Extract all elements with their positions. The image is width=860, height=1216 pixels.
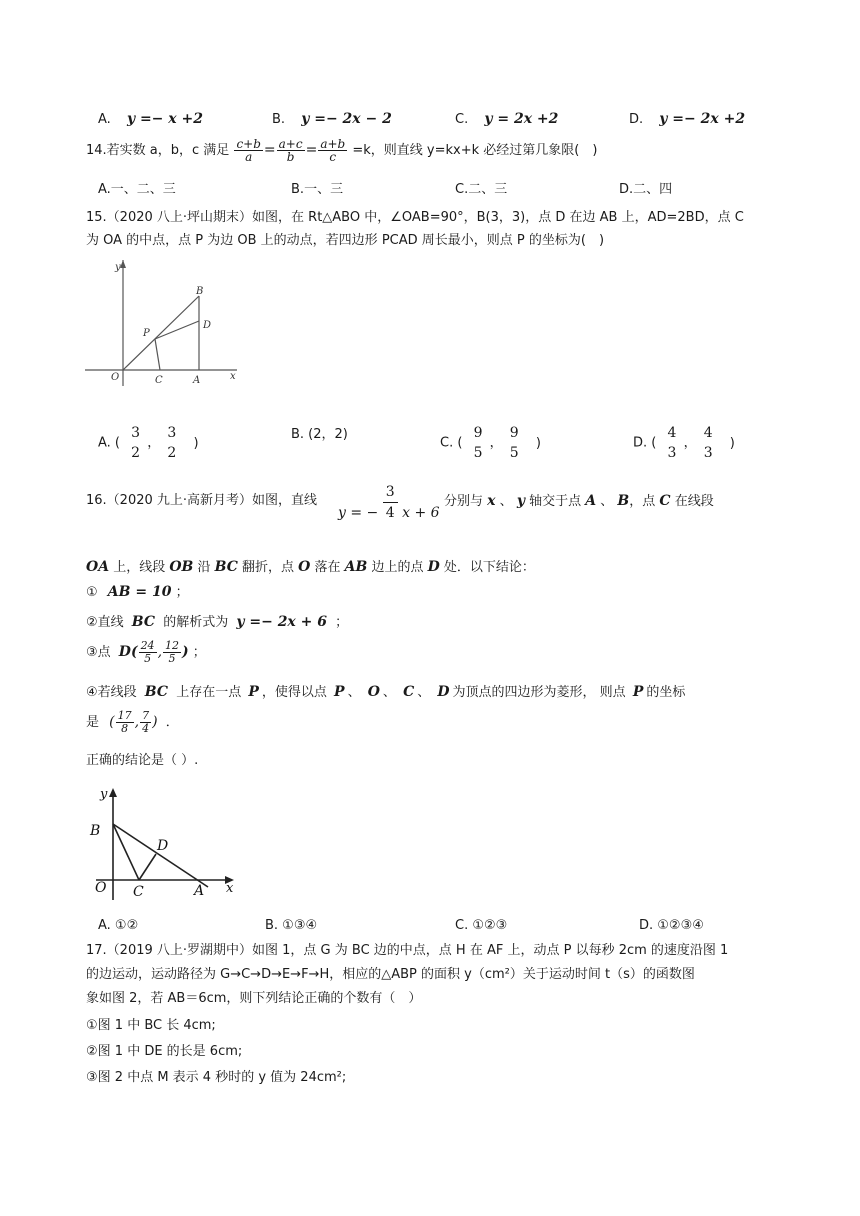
- q14-option-b[interactable]: B.一、三: [291, 182, 344, 197]
- q15-stem-line1: 15.（2020 八上·坪山期末）如图，在 Rt△ABO 中，∠OAB=90°，B(3，3)，点 D 在边 AB 上，AD=2BD，点 C: [86, 210, 744, 225]
- q16-stem-line2: OA 上，线段 OB 沿 BC 翻折，点 O 落在 AB 边上的点 D 处．以下结论：: [86, 559, 535, 575]
- q16-label-a: A: [194, 883, 205, 899]
- q15-label-y: y: [115, 262, 121, 273]
- q15-label-a: A: [193, 375, 201, 386]
- q16-segment-cd: [139, 854, 156, 880]
- q14-option-a[interactable]: A.一、二、三: [98, 182, 176, 197]
- q15-segment-ob: [123, 296, 199, 370]
- q16-conclusion-4-coordinate: 是 ( $\frac{17}{8}$ , $\frac{7}{4}$ ) ．: [86, 709, 179, 735]
- q16-label-d: D: [157, 838, 169, 854]
- q17-stem-line3: 象如图 2，若 AB＝6cm，则下列结论正确的个数有（ ）: [86, 991, 422, 1006]
- q15-label-x: x: [230, 371, 236, 382]
- q16-label-b: B: [90, 823, 101, 839]
- q15-option-a[interactable]: A. ( 3 2 ， 3 2 ): [98, 425, 199, 461]
- q16-conclusion-4: ④若线段 BC 上存在一点 P ，使得以点 P 、 O 、 C 、 D 为顶点的四边形为菱形， 则点 P 的坐标: [86, 684, 686, 700]
- q15-figure: [85, 258, 245, 390]
- q15-option-b[interactable]: B. (2，2): [291, 427, 348, 442]
- q14-stem: 14.若实数 a，b，c 满足 $\frac{c+b}{a}$ = $\frac{a+c}{b}$ = $\frac{a+b}{c}$ =k，则直线 y=kx+k 必经过第几象限( ): [86, 137, 598, 164]
- q13-option-b[interactable]: B. y =− 2x − 2: [272, 111, 392, 127]
- q14-fraction-2: $\frac{a+c}{b}$: [278, 137, 303, 164]
- q14-fraction-3: $\frac{a+b}{c}$: [320, 137, 346, 164]
- q17-stem-line2: 的边运动，运动路径为 G→C→D→E→F→H，相应的△ABP 的面积 y（cm²）关于运动时间 t（s）的函数图: [86, 967, 695, 982]
- q17-statement-2: ②图 1 中 DE 的长是 6cm;: [86, 1044, 243, 1059]
- q13-option-c[interactable]: C. y = 2x +2: [455, 111, 559, 127]
- q16-option-c[interactable]: C. ①②③: [455, 918, 508, 933]
- q16-label-x: x: [226, 881, 234, 896]
- q14-fraction-1: $\frac{c+b}{a}$: [236, 137, 261, 164]
- q16-label-c: C: [133, 884, 144, 900]
- q15-label-b: B: [196, 286, 204, 297]
- q15-label-o: O: [111, 372, 120, 383]
- q17-statement-3: ③图 2 中点 M 表示 4 秒时的 y 值为 24cm²;: [86, 1070, 347, 1085]
- q15-segment-pc: [155, 339, 160, 370]
- q15-segment-pd: [155, 321, 199, 339]
- q16-label-o: O: [95, 880, 107, 896]
- q16-stem-tail: 分别与 x 、 y 轴交于点 A 、 B，点 C 在线段: [444, 493, 714, 509]
- q15-label-d: D: [203, 320, 212, 331]
- q16-stem-prefix: 16.（2020 九上·高新月考）如图，直线: [86, 493, 318, 508]
- q15-option-d[interactable]: D. ( 4 3 ， 4 3 ): [633, 425, 735, 461]
- q16-conclusion-3: ③点 D( $\frac{24}{5}$ , $\frac{12}{5}$ ) ；: [86, 639, 206, 665]
- q17-statement-1: ①图 1 中 BC 长 4cm;: [86, 1018, 216, 1033]
- q15-label-c: C: [155, 375, 163, 386]
- q16-figure: [86, 784, 246, 900]
- q16-conclusion-2: ②直线 BC 的解析式为 y =− 2x + 6 ；: [86, 614, 349, 630]
- q14-option-d[interactable]: D.二、四: [619, 182, 673, 197]
- q16-question: 正确的结论是（ ）.: [86, 753, 199, 768]
- q16-line-equation: y = − $\frac{3}{4}$ x + 6: [338, 484, 440, 521]
- q16-conclusion-1: ① AB = 10 ；: [86, 584, 189, 600]
- q13-option-d[interactable]: D. y =− 2x +2: [629, 111, 746, 127]
- q16-option-d[interactable]: D. ①②③④: [639, 918, 704, 933]
- q16-label-y: y: [100, 787, 108, 802]
- q15-stem-line2: 为 OA 的中点，点 P 为边 OB 上的动点，若四边形 PCAD 周长最小，则点 P 的坐标为( ): [86, 233, 605, 248]
- q15-label-p: P: [143, 328, 150, 339]
- q15-option-c[interactable]: C. ( 9 5 ， 9 5 ): [440, 425, 541, 461]
- q17-stem-line1: 17.（2019 八上·罗湖期中）如图 1，点 G 为 BC 边的中点，点 H 在 AF 上，动点 P 以每秒 2cm 的速度沿图 1: [86, 943, 729, 958]
- q13-option-a[interactable]: A. y =− x +2: [98, 111, 203, 127]
- q16-option-b[interactable]: B. ①③④: [265, 918, 318, 933]
- q16-option-a[interactable]: A. ①②: [98, 918, 139, 933]
- q14-option-c[interactable]: C.二、三: [455, 182, 508, 197]
